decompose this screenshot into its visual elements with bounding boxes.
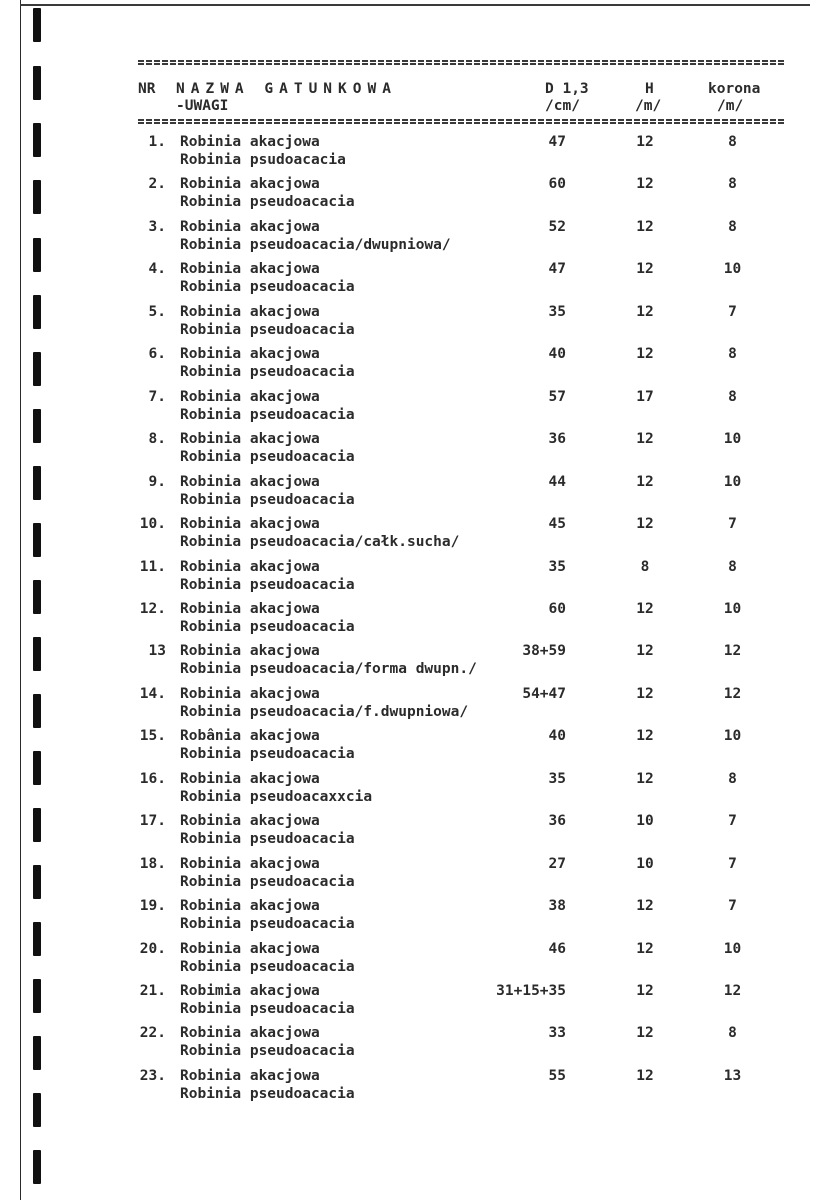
row-common-name: Robinia akacjowa (180, 940, 320, 957)
row-diameter: 47 (548, 134, 566, 150)
row-diameter: 44 (548, 473, 566, 490)
row-height: 12 (636, 516, 654, 533)
row-crown: 10 (723, 728, 742, 745)
row-number: 19. (139, 898, 166, 915)
row-number: 6. (148, 346, 166, 363)
row-latin-name: Robinia pseudoacacia (180, 364, 355, 381)
row-latin-name: Robinia pseudoacacia (180, 576, 355, 593)
table-row (0, 175, 830, 215)
row-crown: 7 (728, 516, 737, 533)
row-latin-name: Robinia pseudoacacia (180, 279, 355, 296)
table-row (0, 345, 830, 385)
table-row (0, 685, 830, 725)
row-diameter: 60 (548, 176, 566, 193)
row-diameter: 60 (548, 600, 566, 617)
table-row (0, 812, 830, 852)
table-row (0, 727, 830, 767)
row-latin-name: Robinia pseudoacacia/dwupniowa/ (180, 236, 451, 253)
row-number: 2. (148, 176, 166, 193)
header-rule-bottom (138, 119, 786, 124)
row-number: 14. (139, 685, 166, 702)
row-height: 12 (636, 431, 654, 448)
table-row (0, 558, 830, 598)
table-row (0, 430, 830, 470)
row-number: 11. (139, 558, 166, 575)
header-diameter: D 1,3 (545, 81, 589, 97)
header-nr: NR (138, 81, 156, 97)
row-latin-name: Robinia pseudoacacia (180, 491, 355, 508)
row-height: 12 (636, 176, 654, 193)
binding-hole (33, 8, 41, 42)
row-number: 15. (139, 728, 166, 745)
table-row (0, 1024, 830, 1064)
row-latin-name: Robinia pseudoacacia (180, 831, 355, 848)
header-remarks: -UWAGI (176, 98, 229, 114)
row-latin-name: Robinia pseudoacacia (180, 1001, 355, 1017)
row-latin-name: Robinia pseudoacacia (180, 1085, 355, 1102)
top-edge (20, 4, 810, 6)
row-diameter: 40 (548, 346, 566, 363)
row-crown: 8 (728, 218, 737, 235)
row-crown: 12 (723, 685, 742, 702)
header-rule-top (138, 60, 786, 65)
row-common-name: Robimia akacjowa (180, 983, 320, 999)
row-height: 12 (636, 728, 654, 745)
row-number: 1. (148, 134, 166, 150)
row-number: 7. (148, 388, 166, 405)
row-common-name: Robinia akacjowa (180, 813, 320, 830)
row-latin-name: Robinia pseudoacacia (180, 321, 355, 338)
row-diameter: 36 (548, 813, 566, 830)
row-height: 12 (636, 770, 654, 787)
row-diameter: 46 (548, 940, 566, 957)
header-crown: korona (708, 81, 761, 97)
row-common-name: Robinia akacjowa (180, 134, 320, 150)
header-height-unit: /m/ (635, 98, 662, 114)
row-common-name: Robinia akacjowa (180, 176, 320, 193)
row-crown: 8 (728, 176, 737, 193)
header-height: H (645, 81, 654, 97)
row-crown: 8 (728, 1025, 737, 1042)
header-crown-unit: /m/ (717, 98, 744, 114)
row-diameter: 31+15+35 (496, 983, 566, 999)
table-row (0, 982, 830, 1022)
row-height: 8 (640, 558, 650, 575)
row-number: 22. (139, 1025, 166, 1042)
row-number: 12. (139, 600, 166, 617)
row-number: 8. (148, 431, 166, 448)
row-diameter: 35 (548, 770, 566, 787)
row-diameter: 27 (548, 855, 566, 872)
row-diameter: 47 (548, 261, 566, 278)
row-diameter: 57 (548, 388, 566, 405)
row-common-name: Robinia akacjowa (180, 261, 320, 278)
row-latin-name: Robinia pseudoacaxxcia (180, 788, 373, 805)
row-number: 4. (148, 261, 166, 278)
row-latin-name: Robinia pseudoacacia/f.dwupniowa/ (180, 703, 469, 720)
row-crown: 8 (728, 770, 737, 787)
row-common-name: Robinia akacjowa (180, 388, 320, 405)
row-diameter: 38 (548, 898, 566, 915)
table-row (0, 897, 830, 937)
row-diameter: 35 (548, 303, 566, 320)
binding-hole (33, 66, 41, 100)
row-number: 3. (148, 218, 166, 235)
row-crown: 7 (728, 303, 737, 320)
row-diameter: 54+47 (522, 685, 566, 702)
row-number: 17. (139, 813, 166, 830)
row-crown: 12 (723, 643, 742, 660)
row-common-name: Robinia akacjowa (180, 218, 320, 235)
table-row (0, 600, 830, 640)
row-common-name: Robinia akacjowa (180, 1067, 320, 1084)
row-diameter: 33 (548, 1025, 566, 1042)
row-number: 5. (148, 303, 166, 320)
row-height: 12 (636, 134, 654, 150)
row-diameter: 36 (548, 431, 566, 448)
table-row (0, 260, 830, 300)
row-height: 12 (636, 261, 654, 278)
row-height: 12 (636, 685, 654, 702)
row-diameter: 52 (548, 218, 566, 235)
row-latin-name: Robinia pseudoacacia (180, 916, 355, 933)
row-crown: 10 (723, 473, 742, 490)
row-common-name: Robinia akacjowa (180, 898, 320, 915)
row-number: 9. (148, 473, 166, 490)
row-height: 12 (636, 983, 654, 999)
table-row (0, 388, 830, 428)
table-row (0, 473, 830, 513)
table-row (0, 133, 830, 173)
row-diameter: 55 (548, 1067, 566, 1084)
row-crown: 10 (723, 431, 742, 448)
binding-hole (33, 1150, 41, 1184)
header-name: NAZWA GATUNKOWA (176, 81, 397, 97)
row-diameter: 38+59 (522, 643, 566, 660)
row-latin-name: Robinia pseudoacacia (180, 618, 355, 635)
table-row (0, 515, 830, 555)
row-common-name: Robinia akacjowa (180, 431, 320, 448)
row-latin-name: Robinia pseudoacacia/forma dwupn./ (180, 661, 477, 678)
row-common-name: Robinia akacjowa (180, 516, 320, 533)
table-row (0, 642, 830, 682)
row-number: 23. (139, 1067, 166, 1084)
row-crown: 8 (728, 346, 737, 363)
row-common-name: Robinia akacjowa (180, 303, 320, 320)
row-latin-name: Robinia pseudoacacia (180, 958, 355, 975)
row-height: 10 (636, 813, 654, 830)
row-diameter: 40 (548, 728, 566, 745)
row-height: 12 (636, 643, 654, 660)
row-common-name: Robânia akacjowa (180, 728, 320, 745)
row-crown: 7 (728, 813, 737, 830)
table-row (0, 770, 830, 810)
row-height: 17 (636, 388, 654, 405)
row-crown: 8 (728, 134, 737, 150)
row-number: 16. (139, 770, 166, 787)
table-row (0, 940, 830, 980)
row-crown: 13 (723, 1067, 742, 1084)
row-crown: 8 (728, 388, 737, 405)
row-latin-name: Robinia pseudoacacia (180, 406, 355, 423)
row-latin-name: Robinia psudoacacia (180, 152, 346, 168)
row-height: 12 (636, 600, 654, 617)
row-crown: 7 (728, 898, 737, 915)
row-number: 10. (139, 516, 166, 533)
table-row (0, 1067, 830, 1107)
row-number: 21. (139, 983, 166, 999)
row-common-name: Robinia akacjowa (180, 643, 320, 660)
row-height: 12 (636, 346, 654, 363)
row-height: 12 (636, 473, 654, 490)
row-common-name: Robinia akacjowa (180, 558, 320, 575)
header-diameter-unit: /cm/ (545, 98, 580, 114)
row-common-name: Robinia akacjowa (180, 855, 320, 872)
row-latin-name: Robinia pseudoacacia (180, 194, 355, 211)
table-row (0, 303, 830, 343)
row-common-name: Robinia akacjowa (180, 473, 320, 490)
table-row (0, 855, 830, 895)
row-crown: 8 (728, 558, 737, 575)
row-number: 18. (139, 855, 166, 872)
row-common-name: Robinia akacjowa (180, 685, 320, 702)
row-latin-name: Robinia pseudoacacia (180, 873, 355, 890)
row-diameter: 45 (548, 516, 566, 533)
row-crown: 12 (723, 983, 742, 999)
row-number: 20. (139, 940, 166, 957)
row-crown: 10 (723, 261, 742, 278)
row-height: 12 (636, 1067, 654, 1084)
row-crown: 10 (723, 940, 742, 957)
table-row (0, 218, 830, 258)
row-common-name: Robinia akacjowa (180, 770, 320, 787)
row-common-name: Robinia akacjowa (180, 600, 320, 617)
row-latin-name: Robinia pseudoacacia (180, 746, 355, 763)
row-height: 12 (636, 218, 654, 235)
row-latin-name: Robinia pseudoacacia (180, 1043, 355, 1060)
row-height: 12 (636, 940, 654, 957)
row-latin-name: Robinia pseudoacacia (180, 449, 355, 466)
row-common-name: Robinia akacjowa (180, 1025, 320, 1042)
row-diameter: 35 (548, 558, 566, 575)
row-latin-name: Robinia pseudoacacia/całk.sucha/ (180, 534, 460, 551)
row-height: 10 (636, 855, 654, 872)
row-number: 13 (148, 643, 166, 660)
row-height: 12 (636, 303, 654, 320)
row-common-name: Robinia akacjowa (180, 346, 320, 363)
row-crown: 10 (723, 600, 742, 617)
row-height: 12 (636, 1025, 654, 1042)
row-height: 12 (636, 898, 654, 915)
row-crown: 7 (728, 855, 737, 872)
